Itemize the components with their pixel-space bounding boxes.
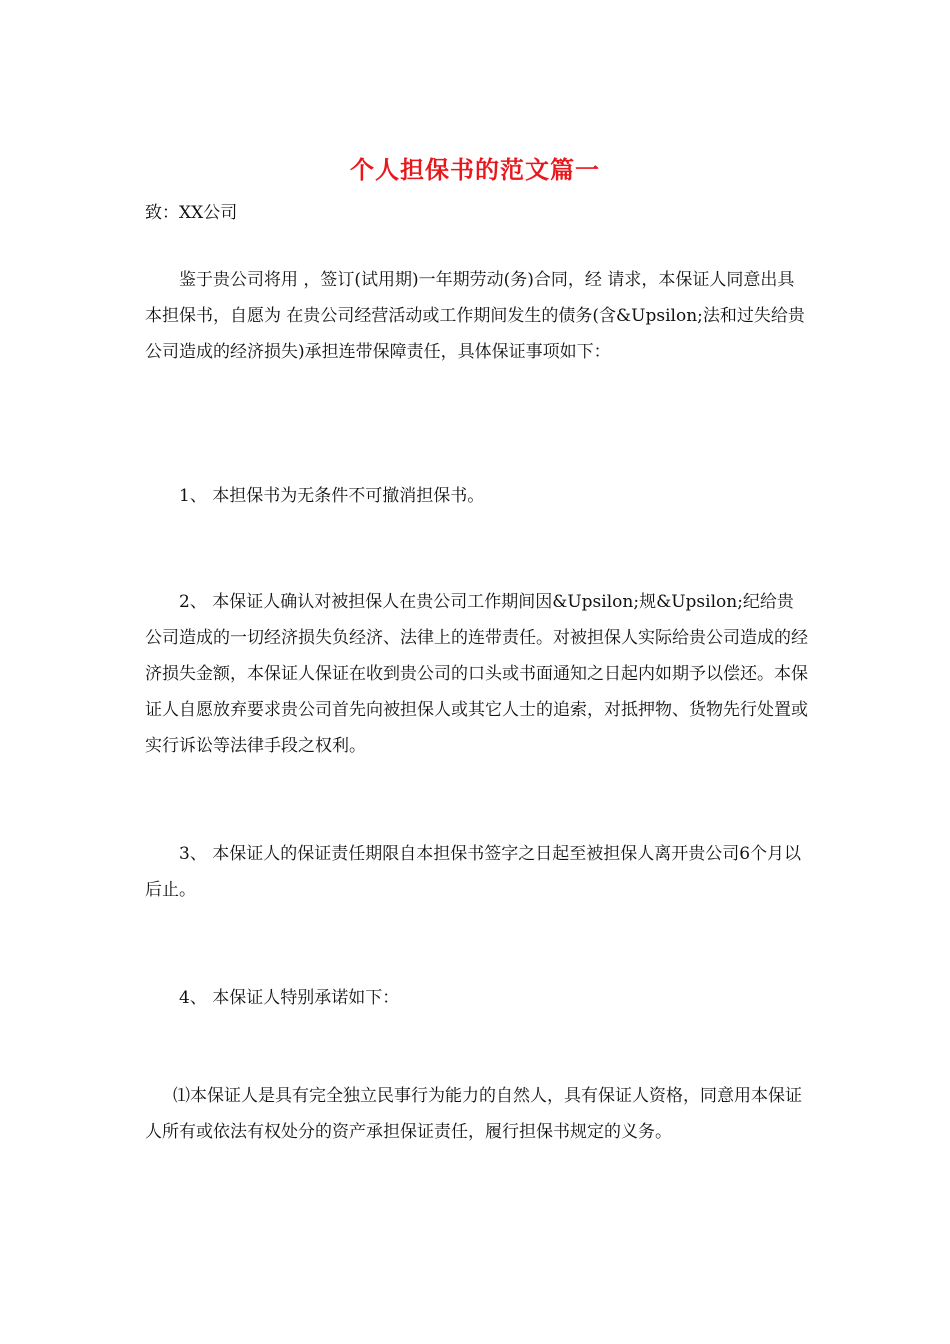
clause-4-sub-1: ⑴本保证人是具有完全独立民事行为能力的自然人，具有保证人资格，同意用本保证人所有或依法有权处分的资产承担保证责任，履行担保书规定的义务。: [145, 1086, 802, 1142]
clause-2: 2、 本保证人确认对被担保人在贵公司工作期间因&Upsilon;规&Upsilon;纪给贵公司造成的一切经济损失负经济、法律上的连带责任。对被担保人实际给贵公司造成的经济损失金额，本保证人保证在收到贵公司的口头或书面通知之日起内如期予以偿还。本保证人自愿放弃要求贵公司首先向被担保人或其它人士的追索，对抵押物、货物先行处置或实行诉讼等法律手段之权利。: [145, 592, 808, 756]
clause-3: 3、 本保证人的保证责任期限自本担保书签字之日起至被担保人离开贵公司6个月以后止。: [145, 844, 802, 900]
document-title: 个人担保书的范文篇一: [350, 155, 600, 184]
clause-4: 4、 本保证人特别承诺如下：: [179, 988, 400, 1008]
addressee-line: 致：XX公司: [145, 203, 238, 223]
intro-paragraph: 鉴于贵公司将用 ，签订(试用期)一年期劳动(务)合同，经 请求，本保证人同意出具本担保书，自愿为 在贵公司经营活动或工作期间发生的债务(含&Upsilon;法和过失给贵公司造成的经济损失)承担连带保障责任，具体保证事项如下：: [145, 270, 805, 362]
clause-1: 1、 本担保书为无条件不可撤消担保书。: [179, 486, 485, 506]
